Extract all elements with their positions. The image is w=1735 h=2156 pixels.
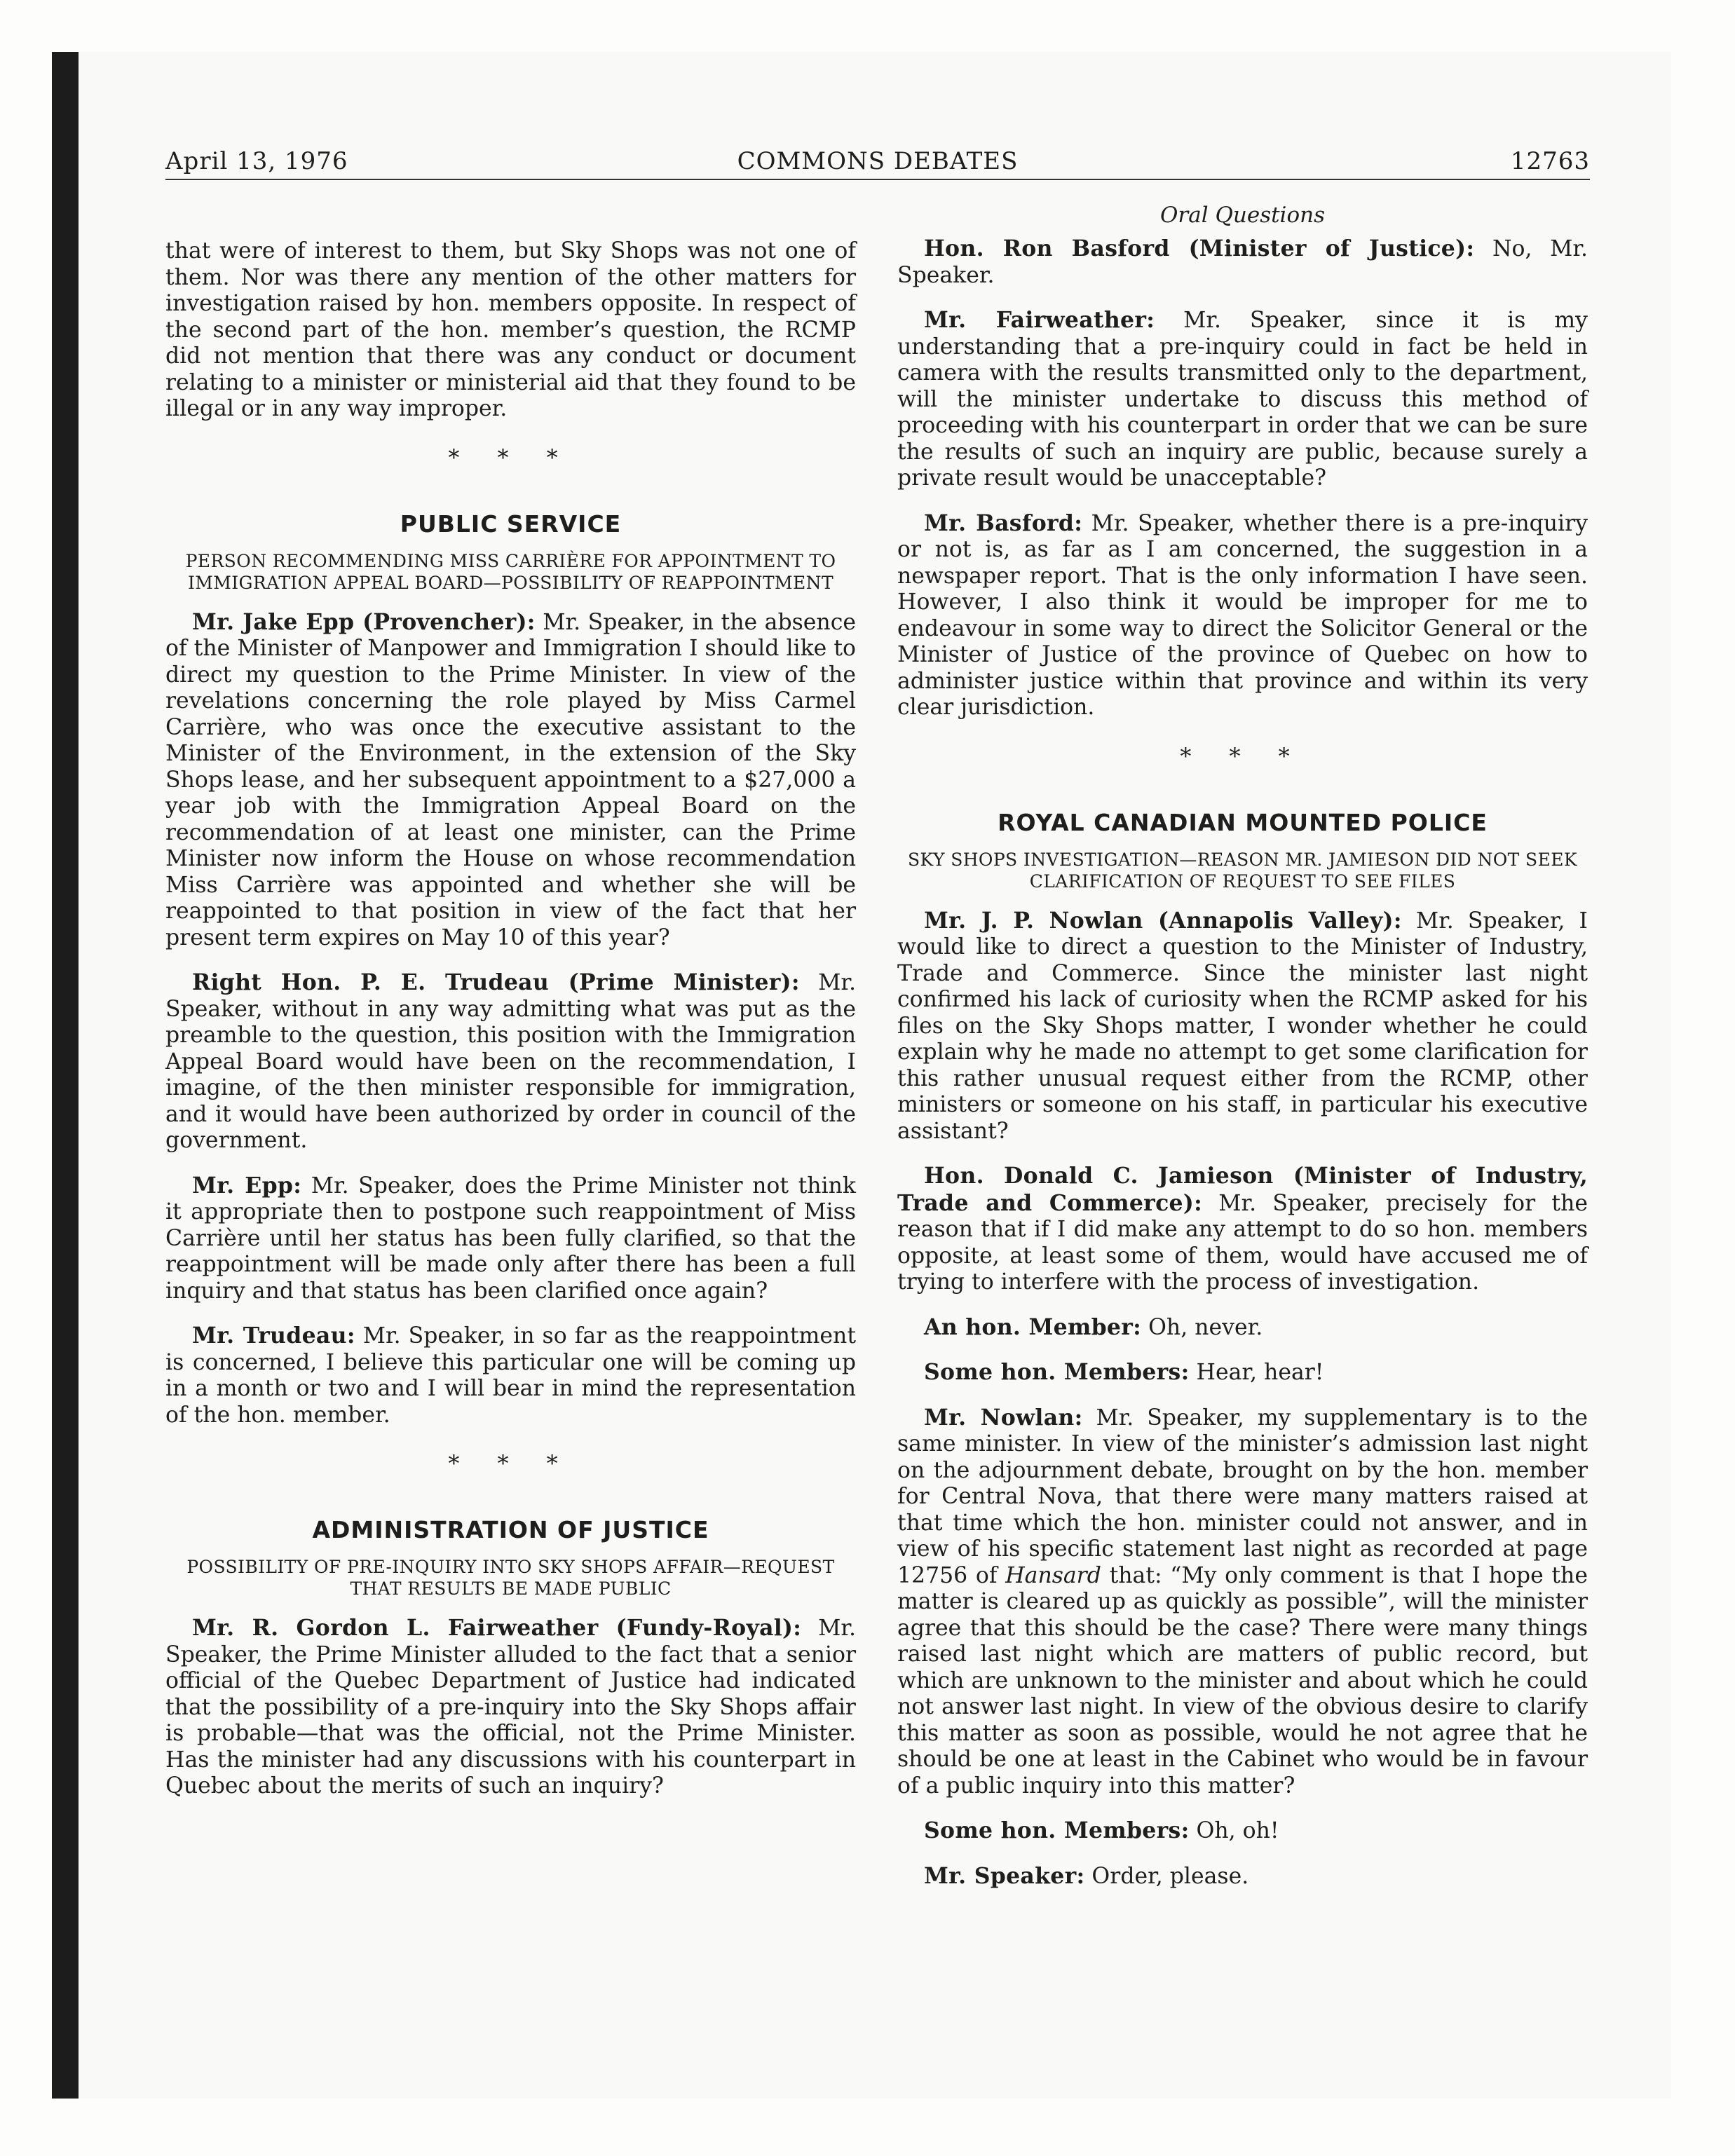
speaker-name: Mr. Basford:	[924, 510, 1083, 536]
speaker-name: Mr. Trudeau:	[192, 1323, 355, 1349]
paragraph	[897, 307, 1588, 492]
speaker-name: Hon. Donald C. Jamieson (Minister of Industry, Trade and Commerce):	[897, 1163, 1588, 1216]
speech-text: Mr. Speaker, since it is my understanding that a pre-inquiry could in fact be held in camera with the results transmitted only to the department, will the minister undertake to discuss this method of proceeding with his counterpart in order that we can be sure the results of such an inquiry are public, because surely a private result would be unacceptable?	[897, 308, 1588, 491]
left-column	[165, 238, 856, 1818]
right-column	[897, 202, 1588, 1908]
speech-text: Mr. Speaker, whether there is a pre-inquiry or not is, as far as I am concerned, the suggestion in a newspaper report. That is the only information I have seen. However, I also think it would be improper for me to endeavour in some way to direct the Solicitor General or the Minister of Justice of the province of Quebec on how to administer justice within that province and within its very clear jurisdiction.	[897, 510, 1588, 720]
section-subtitle: POSSIBILITY OF PRE-INQUIRY INTO SKY SHOPS AFFAIR—REQUEST THAT RESULTS BE MADE PUBLIC	[186, 1557, 835, 1599]
header-date: April 13, 1976	[165, 147, 348, 175]
speech-text: Oh, never.	[1141, 1314, 1263, 1340]
speaker-name: Mr. R. Gordon L. Fairweather (Fundy-Royal):	[192, 1615, 802, 1641]
header-rule	[165, 179, 1590, 180]
paragraph	[897, 1817, 1588, 1845]
speech-text: Mr. Speaker, my supplementary is to the same minister. In view of the minister’s admission last night on the adjournment debate, brought on by the hon. member for Central Nova, that there were many matters raised at that time which the hon. minister could not answer, and in view of his specific statement last night as recorded at page 12756 of	[897, 1405, 1588, 1588]
paragraph	[165, 1173, 856, 1305]
running-head: Oral Questions	[1159, 203, 1326, 228]
speech-text: Hear, hear!	[1189, 1360, 1324, 1385]
paragraph	[165, 609, 856, 952]
speech-text: Mr. Speaker, in so far as the reappointment is concerned, I believe this particular one will be coming up in a month or two and I will bear in mind the representation of the hon. member.	[165, 1323, 856, 1428]
section-separator: * * *	[448, 1450, 573, 1477]
speech-text: Mr. Speaker, without in any way admitting what was put as the preamble to the question, this position with the Immigration Appeal Board would have been on the recommendation, I imagine, of the then minister responsible for immigration, and it would have been authorized by order in council of the government.	[165, 970, 856, 1153]
paragraph	[165, 969, 856, 1154]
section-title: ADMINISTRATION OF JUSTICE	[312, 1516, 709, 1543]
section-title: ROYAL CANADIAN MOUNTED POLICE	[998, 808, 1488, 836]
paragraph	[897, 1163, 1588, 1296]
hansard-citation: Hansard	[1005, 1562, 1101, 1588]
paragraph	[897, 236, 1588, 289]
paragraph	[897, 1359, 1588, 1386]
speaker-name: An hon. Member:	[924, 1314, 1142, 1340]
speaker-name: Hon. Ron Basford (Minister of Justice):	[924, 236, 1475, 261]
binding-edge	[52, 52, 79, 2099]
speech-text: Mr. Speaker, does the Prime Minister not think it appropriate then to postpone such reappointment of Miss Carrière until her status has been fully clarified, so that the reappointment will be made only after there has been a full inquiry and that status has been clarified once again?	[165, 1173, 856, 1304]
header-page-number: 12763	[1510, 147, 1590, 175]
speech-text: Mr. Speaker, precisely for the reason that if I did make any attempt to do so hon. members opposite, at least some of them, would have accused me of trying to interfere with the process of investigation.	[897, 1190, 1588, 1295]
paragraph	[897, 908, 1588, 1145]
speaker-name: Mr. Epp:	[192, 1172, 302, 1199]
speech-text: Order, please.	[1084, 1863, 1249, 1889]
paragraph	[897, 1314, 1588, 1342]
speaker-name: Mr. Speaker:	[924, 1862, 1085, 1889]
speaker-name: Some hon. Members:	[924, 1359, 1190, 1385]
paragraph	[165, 1615, 856, 1800]
paragraph: that were of interest to them, but Sky Shops was not one of them. Nor was there any mention of the other matters for investigation raised by hon. members opposite. In respect of the second part of the hon. member’s question, the RCMP did not mention that there was any conduct or document relating to a minister or ministerial aid that they found to be illegal or in any way improper.	[165, 238, 856, 421]
speaker-name: Mr. Fairweather:	[924, 307, 1155, 333]
section-subtitle: PERSON RECOMMENDING MISS CARRIÈRE FOR APPOINTMENT TO IMMIGRATION APPEAL BOARD—POSSIBILITY OF REAPPOINTMENT	[185, 550, 836, 593]
section-separator: * * *	[448, 444, 573, 471]
speech-text: No, Mr. Speaker.	[897, 236, 1588, 288]
speaker-name: Some hon. Members:	[924, 1817, 1190, 1843]
section-separator: * * *	[1180, 742, 1305, 770]
paragraph	[897, 1863, 1588, 1890]
header-title: COMMONS DEBATES	[737, 147, 1019, 175]
paragraph	[165, 1323, 856, 1428]
speech-text: Mr. Speaker, in the absence of the Minister of Manpower and Immigration I should like to direct my question to the Prime Minister. In view of the revelations concerning the role played by Miss Carmel Carrière, who was once the executive assistant to the Minister of the Environment, in the extension of the Sky Shops lease, and her subsequent appointment to a $27,000 a year job with the Immigration Appeal Board on the recommendation of at least one minister, can the Prime Minister now inform the House on whose recommendation Miss Carrière was appointed and whether she will be reappointed to that position in view of the fact that her present term expires on May 10 of this year?	[165, 609, 856, 950]
speech-text: Oh, oh!	[1189, 1818, 1279, 1843]
section-subtitle: SKY SHOPS INVESTIGATION—REASON MR. JAMIESON DID NOT SEEK CLARIFICATION OF REQUEST TO SEE FILES	[908, 849, 1577, 892]
section-title: PUBLIC SERVICE	[400, 510, 622, 538]
speaker-name: Mr. Nowlan:	[924, 1404, 1083, 1431]
paragraph	[897, 1405, 1588, 1800]
speech-text: that: “My only comment is that I hope the matter is cleared up as quickly as possible”, will the minister agree that this should be the case? There were many things raised last night which are matters of public record, but which are unknown to the minister and about which he could not answer last night. In view of the obvious desire to clarify this matter as soon as possible, would he not agree that he should be one at least in the Cabinet who would be in favour of a public inquiry into this matter?	[897, 1562, 1588, 1799]
speaker-name: Mr. J. P. Nowlan (Annapolis Valley):	[924, 907, 1402, 934]
speech-text: Mr. Speaker, I would like to direct a question to the Minister of Industry, Trade and Commerce. Since the minister last night confirmed his lack of curiosity when the RCMP asked for his files on the Sky Shops matter, I wonder whether he could explain why he made no attempt to get some clarification for this rather unusual request either from the RCMP, other ministers or someone on his staff, in particular his executive assistant?	[897, 908, 1588, 1144]
paragraph	[897, 510, 1588, 721]
speech-text: Mr. Speaker, the Prime Minister alluded to the fact that a senior official of the Quebec Department of Justice had indicated that the possibility of a pre-inquiry into the Sky Shops affair is probable—that was the official, not the Prime Minister. Has the minister had any discussions with his counterpart in Quebec about the merits of such an inquiry?	[165, 1616, 856, 1799]
speaker-name: Mr. Jake Epp (Provencher):	[192, 608, 536, 635]
speaker-name: Right Hon. P. E. Trudeau (Prime Minister):	[192, 969, 800, 995]
